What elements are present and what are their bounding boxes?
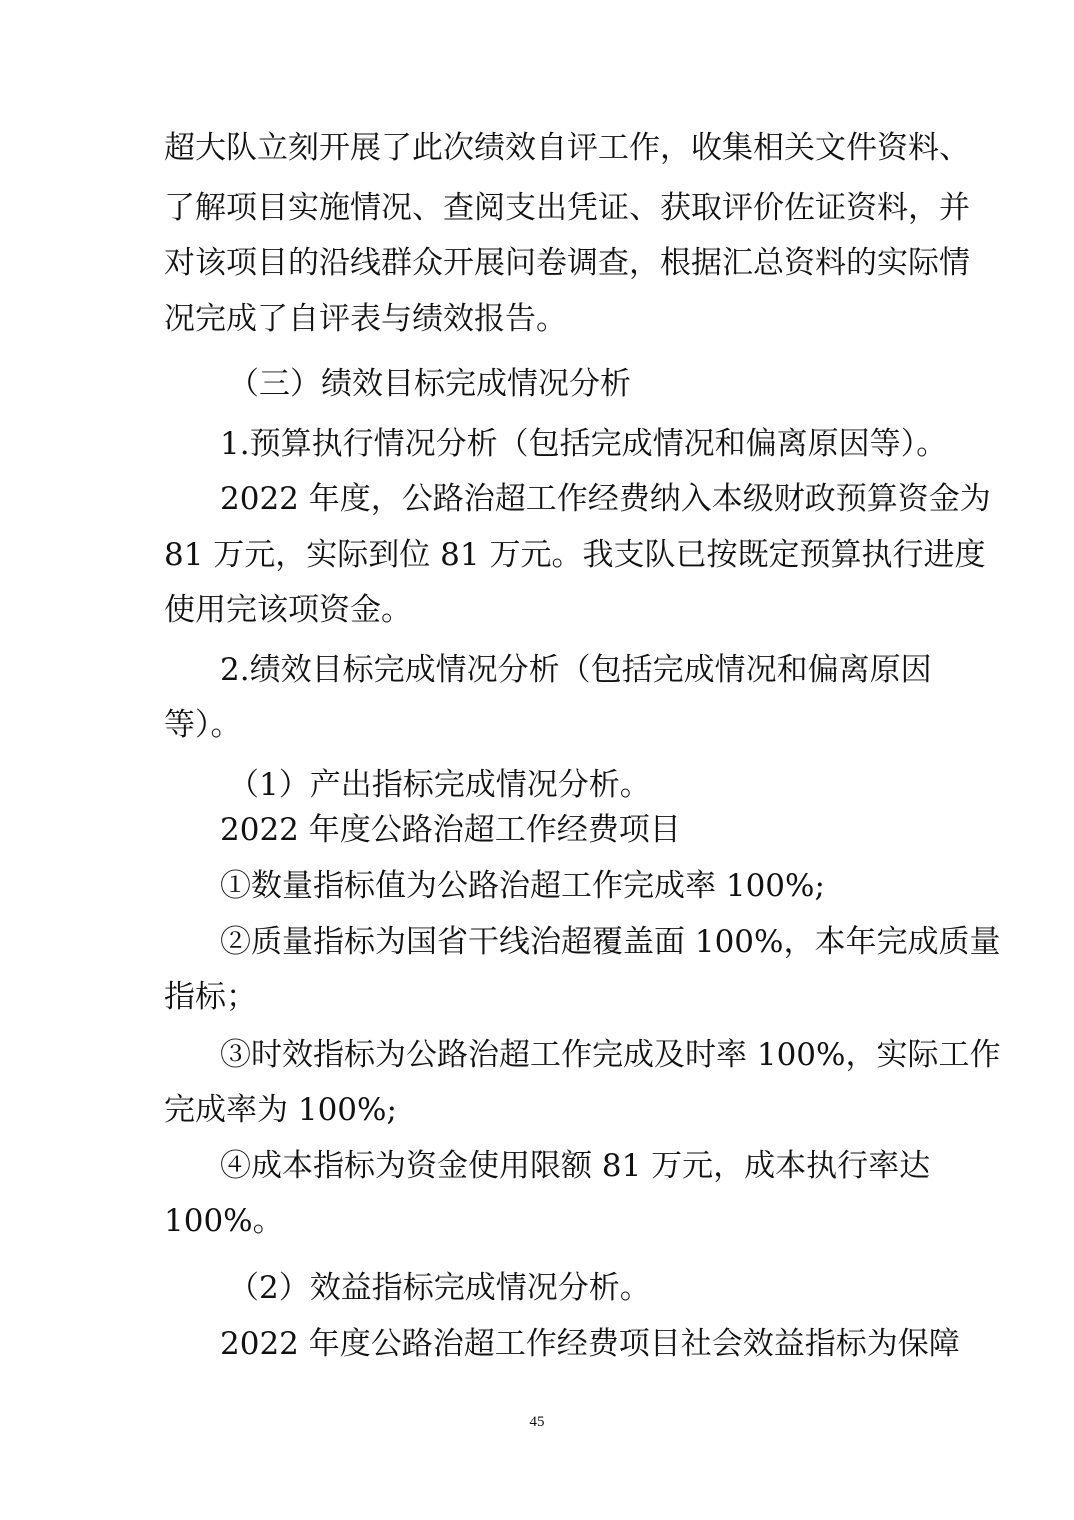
page-number: 45 [529,1414,545,1430]
list-item: ③时效指标为公路治超工作完成及时率 100%，实际工作 [220,1037,1001,1073]
paragraph-line: 对该项目的沿线群众开展问卷调查，根据汇总资料的实际情 [164,245,970,281]
list-item: 指标； [164,979,257,1015]
paragraph-line: 2022 年度，公路治超工作经费纳入本级财政预算资金为 [220,481,991,517]
paragraph-line: 使用完该项资金。 [164,592,412,628]
item-heading: （1）产出指标完成情况分析。 [228,767,651,803]
item-heading: （2）效益指标完成情况分析。 [228,1270,651,1306]
paragraph-line: 2022 年度公路治超工作经费项目 [220,812,681,848]
section-heading: （三）绩效目标完成情况分析 [228,366,631,402]
list-item: 100%。 [164,1203,284,1239]
paragraph-line: 超大队立刻开展了此次绩效自评工作，收集相关文件资料、 [164,130,970,166]
list-item: 完成率为 100%; [164,1092,397,1128]
paragraph-line: 况完成了自评表与绩效报告。 [164,301,567,337]
subsection-heading: 1.预算执行情况分析（包括完成情况和偏离原因等）。 [220,426,948,462]
subsection-heading: 等）。 [164,707,242,743]
list-item: ①数量指标值为公路治超工作完成率 100%; [220,868,825,904]
paragraph-line: 81 万元，实际到位 81 万元。我支队已按既定预算执行进度 [164,537,986,573]
list-item: ②质量指标为国省干线治超覆盖面 100%，本年完成质量 [220,924,1001,960]
list-item: ④成本指标为资金使用限额 81 万元，成本执行率达 [220,1148,931,1184]
subsection-heading: 2.绩效目标完成情况分析（包括完成情况和偏离原因 [220,652,932,688]
paragraph-line: 了解项目实施情况、查阅支出凭证、获取评价佐证资料，并 [164,190,970,226]
paragraph-line: 2022 年度公路治超工作经费项目社会效益指标为保障 [220,1326,960,1362]
